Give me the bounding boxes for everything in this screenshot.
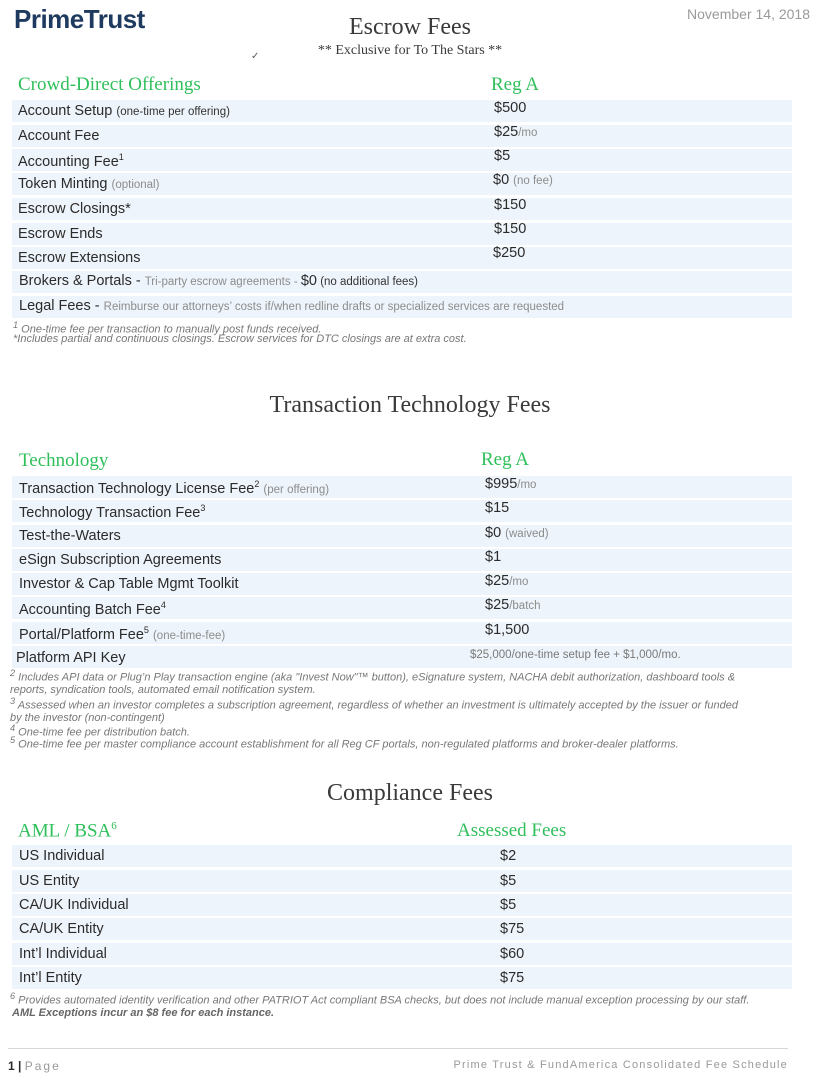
document-date: November 14, 2018: [687, 6, 810, 22]
value-text: $150: [494, 197, 527, 213]
label-sup: 1: [118, 152, 124, 162]
compliance-row-value: $2: [500, 848, 517, 864]
tech-row-label: [19, 528, 121, 544]
page-subtitle: ** Exclusive for To The Stars **: [317, 43, 503, 58]
brand-logo: PrimeTrust: [14, 4, 145, 34]
value-unit: /mo: [509, 576, 529, 588]
escrow-row: [12, 223, 792, 245]
compliance-row: [12, 870, 792, 892]
value-text: $15: [485, 500, 510, 516]
compliance-row-value: $75: [500, 970, 525, 986]
value-unit: /mo: [518, 127, 538, 139]
value-text: $0: [493, 172, 510, 188]
label-sup: 4: [160, 600, 166, 610]
tech-row-value: [485, 622, 529, 638]
value-unit: /mo: [517, 479, 537, 491]
compliance-row-label: US Individual: [19, 848, 105, 864]
tech-row-value: [485, 597, 541, 613]
escrow-row-value: [494, 124, 537, 140]
label-text: eSign Subscription Agreements: [19, 552, 222, 568]
compliance-column-fees: Assessed Fees: [457, 820, 567, 841]
value-text: $25: [485, 573, 510, 589]
compliance-row-label: CA/UK Entity: [19, 921, 104, 937]
label-note: (one-time-fee): [152, 629, 226, 642]
escrow-column-rega: Reg A: [491, 74, 540, 95]
value-text: $25: [494, 124, 519, 140]
value-unit: /batch: [509, 600, 541, 612]
compliance-row-label: Int’l Entity: [19, 970, 82, 986]
compliance-row-label: CA/UK Individual: [19, 897, 129, 913]
value-unit: (no fee): [513, 175, 553, 187]
value-text: $0: [485, 525, 502, 541]
page-title: Escrow Fees: [349, 14, 471, 40]
brokers-label: Brokers & Portals - Tri-party escrow agreements - $0 (no additional fees): [19, 273, 419, 289]
value-text: $150: [494, 221, 527, 237]
tech-row-label: [19, 576, 238, 592]
value-text: $25: [485, 597, 510, 613]
value-unit: (waived): [505, 528, 549, 540]
label-text: Investor & Cap Table Mgmt Toolkit: [19, 576, 239, 592]
tech-row-value: [485, 525, 549, 541]
legal-label: Legal Fees - Reimburse our attorneys’ costs if/when redline drafts or specialized services are requested: [19, 298, 565, 314]
label-text: Portal/Platform Fee: [19, 626, 144, 643]
footer-title: Prime Trust & FundAmerica Consolidated Fee Schedule: [453, 1059, 788, 1071]
tech-row-label: [19, 479, 329, 497]
escrow-row-value: [493, 245, 525, 261]
compliance-row: [12, 943, 792, 965]
escrow-row-label: [18, 128, 99, 144]
tech-row: [12, 525, 792, 547]
tech-note-3: $^3$ Assessed when an investor completes a subscription agreement, regardless of whether an investment is ultimately accepted by the issuer or funded by the investor (non-contingent): [10, 696, 739, 724]
tech-row-label: [19, 625, 225, 643]
tech-row-value: [485, 573, 528, 589]
escrow-row-label: [18, 152, 124, 170]
technology-title: Transaction Technology Fees: [269, 392, 551, 418]
tech-row-label: [19, 600, 166, 618]
label-text: Escrow Extensions: [18, 250, 141, 266]
value-text: $500: [494, 100, 527, 116]
escrow-row-label: [18, 226, 103, 242]
tech-row-value: [485, 476, 536, 492]
escrow-row-label: [18, 250, 141, 266]
escrow-row-label: [18, 176, 159, 192]
label-note: (optional): [111, 179, 160, 191]
label-text: Test-the-Waters: [19, 528, 121, 544]
compliance-column-aml: AML / BSA$^6$: [18, 820, 117, 842]
footer-divider: [8, 1048, 788, 1049]
label-text: Account Setup: [18, 103, 113, 119]
label-note: (per offering): [263, 483, 330, 496]
value-text: $1: [485, 549, 502, 565]
tech-row-label: [19, 552, 221, 568]
check-mark-icon: ✓: [251, 51, 260, 62]
escrow-note-1: $^1$ One-time fee per transaction to manually post funds received.: [13, 320, 322, 336]
label-text: Accounting Batch Fee: [19, 601, 161, 618]
compliance-title: Compliance Fees: [327, 780, 493, 806]
compliance-row-label: US Entity: [19, 873, 80, 889]
compliance-row: [12, 894, 792, 916]
escrow-row: [12, 125, 792, 147]
tech-row-value: [485, 500, 509, 516]
escrow-row-value: [494, 100, 526, 116]
page-number: 1 | Page: [8, 1059, 61, 1073]
escrow-row-label: [18, 103, 230, 119]
label-text: Transaction Technology License Fee: [19, 480, 255, 497]
label-text: Escrow Closings*: [18, 201, 131, 217]
api-label: Platform API Key: [16, 650, 126, 666]
label-sup: 3: [200, 503, 206, 513]
aml-exceptions-note: AML Exceptions incur an $8 fee for each instance.: [12, 1007, 275, 1019]
compliance-row-value: $60: [500, 946, 525, 962]
value-text: $1,500: [485, 622, 530, 638]
tech-note-4: $^4$ One-time fee per distribution batch.: [10, 723, 190, 739]
compliance-row-label: Int’l Individual: [19, 946, 107, 962]
tech-note-5: $^5$ One-time fee per master compliance account establishment for all Reg CF portals, non-regulated platforms and broker-dealer platforms.: [10, 735, 679, 751]
label-text: Token Minting: [18, 176, 108, 192]
label-text: Accounting Fee: [18, 153, 119, 170]
technology-column-rega: Reg A: [481, 449, 530, 470]
label-note: (one-time per offering): [116, 106, 230, 118]
tech-note-2: $^2$ Includes API data or Plug’n Play transaction engine (aka "Invest Now"™ button), eSignature system, NACHA debit authorization, dashboard tools & reports, syndication tools, automated email notification system.: [10, 668, 736, 696]
label-sup: 2: [254, 479, 260, 489]
value-text: $250: [493, 245, 526, 261]
tech-row-value: [485, 549, 501, 565]
api-value: $25,000/one-time setup fee + $1,000/mo.: [470, 649, 681, 661]
escrow-row-value: [494, 221, 526, 237]
label-text: Escrow Ends: [18, 226, 103, 242]
value-text: $995: [485, 476, 518, 492]
escrow-note-2: *Includes partial and continuous closings. Escrow services for DTC closings are at extra cost.: [13, 333, 467, 345]
tech-row-label: [19, 503, 205, 521]
compliance-note-6: $^6$ Provides automated identity verification and other PATRIOT Act compliant BSA checks, but does not include manual exception processing by our staff.: [10, 991, 750, 1007]
label-text: Technology Transaction Fee: [19, 504, 201, 521]
escrow-row-label: [18, 201, 131, 217]
escrow-row: [12, 149, 792, 171]
compliance-row-value: $75: [500, 921, 525, 937]
escrow-row-value: [493, 172, 553, 188]
compliance-row: [12, 845, 792, 867]
escrow-row-value: [494, 148, 510, 164]
label-text: Account Fee: [18, 128, 100, 144]
escrow-column-offerings: Crowd-Direct Offerings: [18, 74, 201, 95]
label-sup: 5: [143, 625, 149, 635]
compliance-row-value: $5: [500, 897, 517, 913]
value-text: $5: [494, 148, 511, 164]
compliance-row-value: $5: [500, 873, 517, 889]
compliance-row: [12, 918, 792, 940]
escrow-row-value: [494, 197, 526, 213]
compliance-row: [12, 967, 792, 989]
technology-column-label: Technology: [19, 450, 109, 471]
